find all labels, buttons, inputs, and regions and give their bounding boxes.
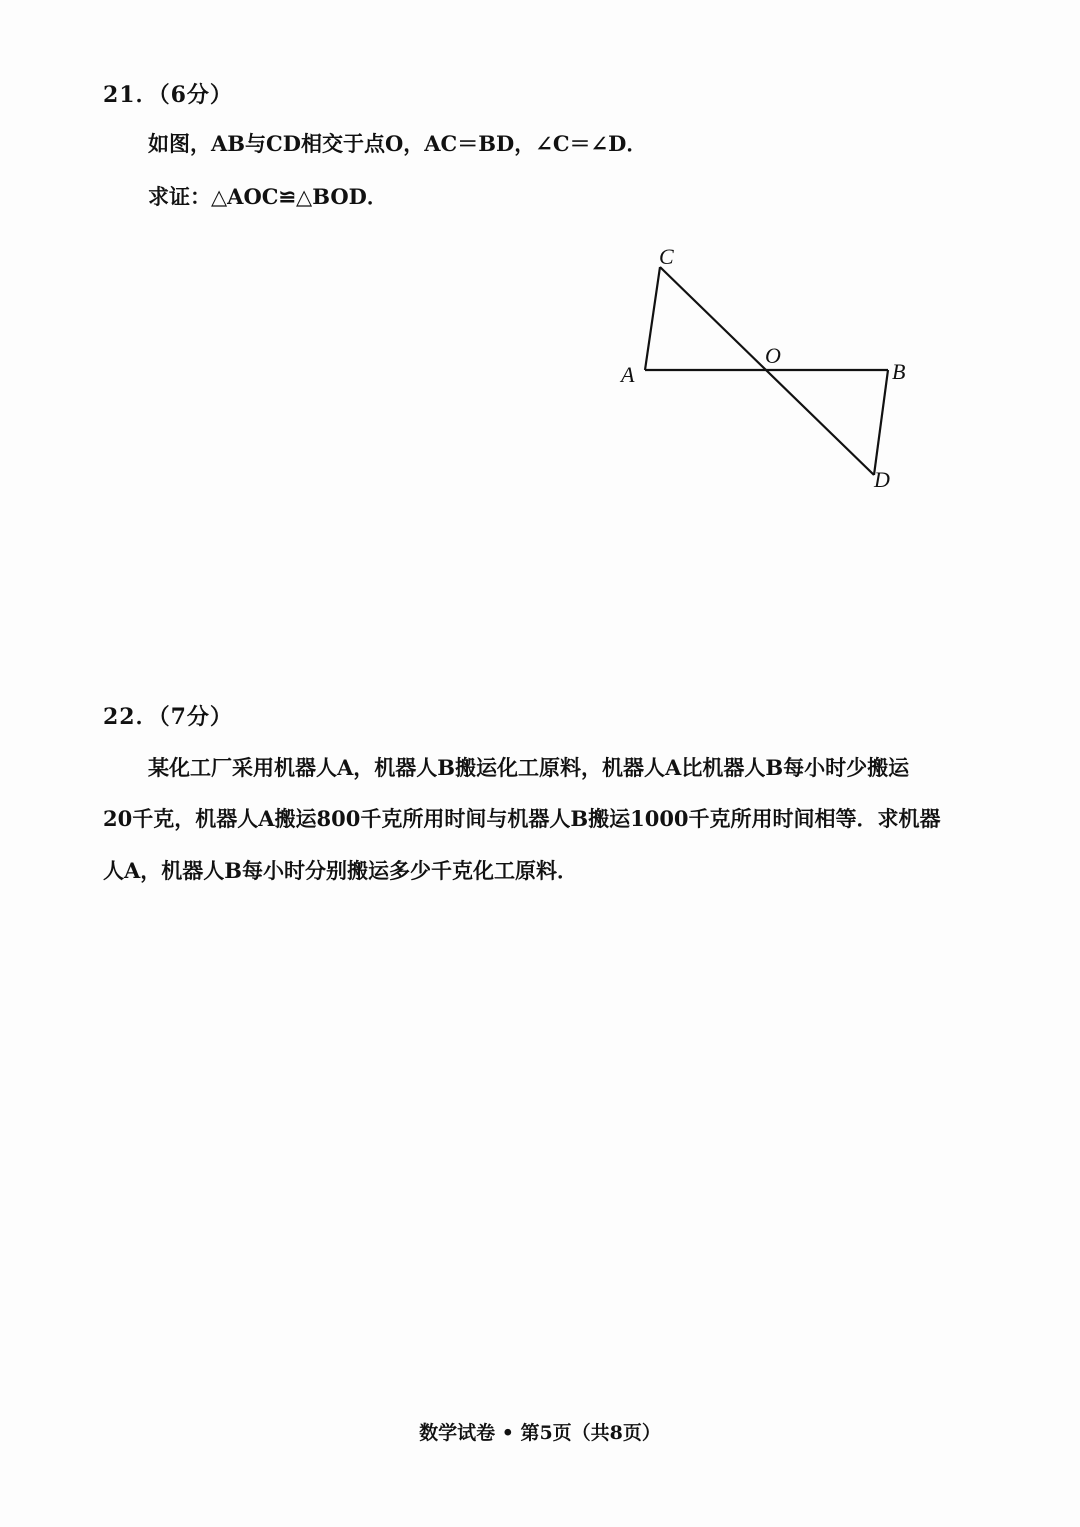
- question-21-condition: 如图，AB与CD相交于点O，AC＝BD，∠C＝∠D．: [148, 131, 648, 156]
- question-21-prove-statement: 求证：△AOC≌△BOD．: [148, 184, 388, 209]
- question-22-text-line-3: 人A，机器人B每小时分别搬运多少千克化工原料．: [103, 858, 579, 883]
- point-label-b: B: [892, 359, 906, 384]
- segment-ac: [645, 267, 660, 370]
- page-footer: 数学试卷 • 第5页（共8页）: [419, 1422, 661, 1444]
- point-label-o: O: [765, 343, 781, 368]
- question-22-text-line-2: 20千克，机器人A搬运800千克所用时间与机器人B搬运1000千克所用时间相等．求机器: [103, 806, 941, 831]
- question-21-figure: [600, 235, 940, 505]
- segment-bd: [874, 370, 888, 475]
- point-label-d: D: [874, 467, 890, 492]
- intersecting-triangles-diagram: [600, 235, 940, 505]
- question-22-number: 22．（7分）: [103, 704, 233, 730]
- question-21-number: 21．（6分）: [103, 82, 233, 108]
- question-22-text-line-1: 某化工厂采用机器人A，机器人B搬运化工原料，机器人A比机器人B每小时少搬运: [148, 755, 910, 780]
- point-label-c: C: [659, 244, 674, 269]
- point-label-a: A: [621, 362, 635, 387]
